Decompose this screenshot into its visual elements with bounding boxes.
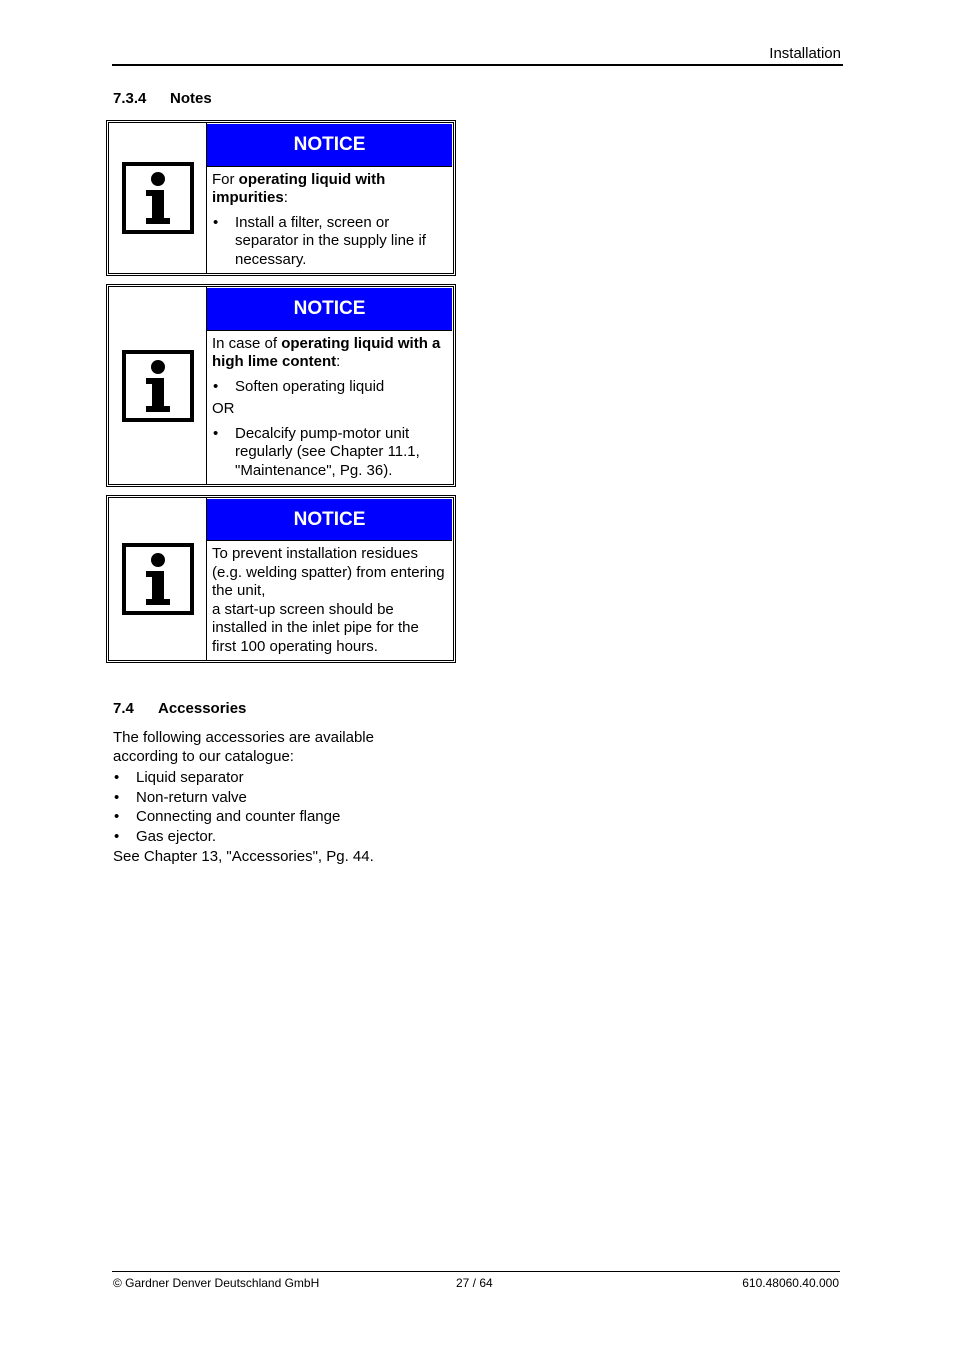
- notice-text: a start-up screen should be installed in the inlet pipe for the first 100 operating hours.: [212, 600, 419, 655]
- accessories-body: [113, 728, 453, 866]
- notice-icon-cell: [109, 498, 207, 660]
- list-item: • Install a filter, screen or separator in the supply line if necessary.: [212, 214, 445, 270]
- notice-box-startup-screen: [106, 495, 456, 663]
- notice-banner: NOTICE: [207, 499, 452, 541]
- section-number: 7.3.4: [113, 90, 147, 107]
- footer-rule: [112, 1271, 840, 1272]
- info-icon: [122, 162, 194, 234]
- list-item: • Gas ejector.: [113, 827, 453, 847]
- notice-bullet-list: [212, 378, 445, 397]
- info-icon: [122, 543, 194, 615]
- list-item: • Decalcify pump-motor unit regularly (see Chapter 11.1, "Maintenance", Pg. 36).: [212, 425, 445, 481]
- list-item: • Liquid separator: [113, 768, 453, 788]
- accessories-reference: See Chapter 13, "Accessories", Pg. 44.: [113, 847, 374, 865]
- notice-banner: NOTICE: [207, 288, 452, 331]
- section-heading-notes: [113, 90, 212, 108]
- notice-icon-cell: [109, 123, 207, 273]
- section-title: Notes: [170, 90, 212, 107]
- accessories-intro: The following accessories are available according to our catalogue:: [113, 729, 374, 765]
- notice-intro: For operating liquid with impurities:: [212, 170, 386, 206]
- footer-doc-number: 610.48060.40.000: [742, 1276, 839, 1290]
- notice-icon-cell: [109, 287, 207, 484]
- accessories-list: [113, 768, 453, 847]
- list-item: • Soften operating liquid: [212, 378, 445, 397]
- notice-intro: In case of operating liquid with a high lime content:: [212, 334, 441, 370]
- list-item: • Non-return valve: [113, 788, 453, 808]
- header-rule: [112, 64, 843, 66]
- notice-banner: NOTICE: [207, 124, 452, 167]
- section-number: 7.4: [113, 700, 134, 717]
- notice-text: To prevent installation residues (e.g. welding spatter) from entering the unit,: [212, 545, 445, 599]
- info-icon: [122, 350, 194, 422]
- notice-bullet-list: [212, 214, 445, 270]
- footer-copyright: © Gardner Denver Deutschland GmbH: [113, 1276, 320, 1290]
- list-item: • Connecting and counter flange: [113, 807, 453, 827]
- notice-box-lime: [106, 284, 456, 487]
- section-title: Accessories: [158, 700, 247, 717]
- notice-bullet-list: [212, 425, 445, 481]
- notice-or-text: OR: [212, 400, 235, 417]
- footer-page-number: 27 / 64: [456, 1276, 493, 1290]
- section-heading-accessories: [113, 700, 246, 718]
- header-section-title: Installation: [769, 45, 841, 62]
- notice-box-impurities: [106, 120, 456, 276]
